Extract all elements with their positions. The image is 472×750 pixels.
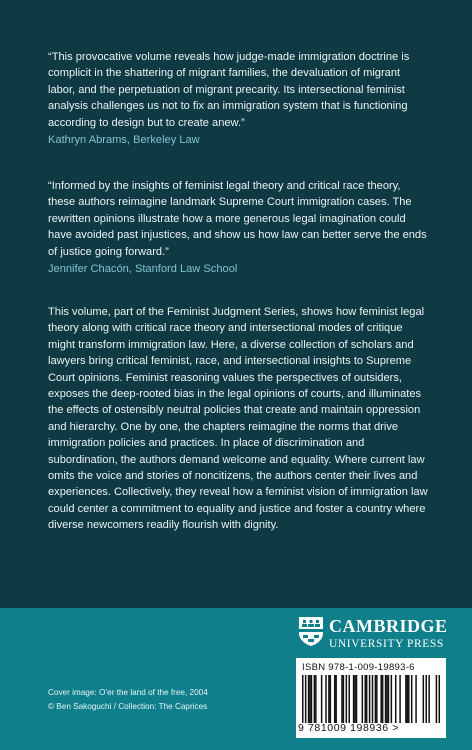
endorsement-quote-1-text: “This provocative volume reveals how judge-made immigration doctrine is complicit in the shattering of migrant families, the devaluation of migrant labor, and the perpetuation of migrant precarity. Its intersectional feminist analysis challenges us not to fix an immigration system that is functioning according to design but to create anew.” xyxy=(48,51,410,129)
endorsement-quote-2-attribution: Jennifer Chacón, Stanford Law School xyxy=(48,263,238,276)
cambridge-crest-icon xyxy=(298,616,324,647)
publisher-name-line-2: UNIVERSITY PRESS xyxy=(329,638,444,650)
isbn-barcode-box xyxy=(296,658,446,738)
cover-credits-line-2: © Ben Sakoguchi / Collection: The Caprices xyxy=(48,702,208,711)
publisher-logo xyxy=(298,608,448,656)
cover-credits xyxy=(48,686,208,714)
publisher-name-line-1: CAMBRIDGE xyxy=(329,616,448,636)
barcode-icon xyxy=(302,675,440,723)
isbn-label: ISBN 978-1-009-19893-6 xyxy=(302,662,415,673)
endorsement-quote-1-attribution: Kathryn Abrams, Berkeley Law xyxy=(48,134,200,147)
endorsement-quote-2-text: “Informed by the insights of feminist legal theory and critical race theory, these authors reimagine landmark Supreme Court immigration cases. The rewritten opinions illustrate how a more generous legal imagination could have avoided past injustices, and show us how law can better serve the ends of justice going forward.” xyxy=(48,180,427,258)
publisher-name xyxy=(329,617,448,651)
endorsement-quote-1 xyxy=(48,49,428,148)
endorsement-quote-2 xyxy=(48,178,428,277)
barcode-digits: 9 781009 198936 > xyxy=(298,722,399,734)
book-description: This volume, part of the Feminist Judgment Series, shows how feminist legal theory along with critical race theory and intersectional modes of critique might transform immigration law. Here, a diverse collection of scholars and lawyers bring critical feminist, race, and intersectional insights to Supreme Court opinions. Feminist reasoning values the perspectives of outsiders, exposes the deep-rooted bias in the legal opinions of courts, and illuminates the effects of ostensibly neutral policies that create and maintain oppression and hierarchy. One by one, the chapters reimagine the norms that drive immigration policies and practices. In place of discrimination and subordination, the authors demand welcome and equality. Where current law omits the voice and stories of noncitizens, the authors center their lives and experiences. Collectively, they reveal how a feminist vision of immigration law could center a commitment to equality and justice and foster a country where diverse newcomers readily flourish with dignity. xyxy=(48,306,428,532)
cover-credits-line-1: Cover image: O’er the land of the free, 2004 xyxy=(48,688,208,697)
